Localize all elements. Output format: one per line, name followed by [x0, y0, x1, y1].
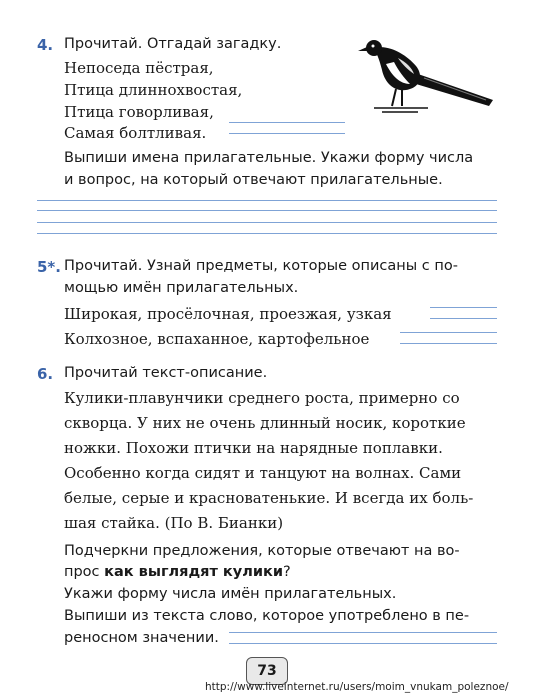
answer-line	[37, 210, 497, 211]
task-6-question-2: Укажи форму числа имён прилагательных.	[64, 586, 397, 602]
text-line-4: Особенно когда сидят и танцуют на волнах. Сами	[64, 464, 462, 482]
answer-line	[37, 222, 497, 223]
answer-line	[229, 643, 497, 644]
text-line-2: скворца. У них не очень длинный носик, короткие	[64, 414, 466, 432]
answer-line	[229, 133, 345, 134]
task-5-heading-1: Прочитай. Узнай предметы, которые описаны с по-	[64, 258, 458, 274]
text-line-1: Кулики-плавунчики среднего роста, примерно со	[64, 389, 460, 407]
emphasis-text: как выглядят кулики	[104, 564, 283, 580]
task-6-question-3b: реносном значении.	[64, 630, 219, 646]
task-6-question-3a: Выпиши из текста слово, которое употреблено в пе-	[64, 608, 470, 624]
task-4-heading: Прочитай. Отгадай загадку.	[64, 36, 282, 52]
answer-line	[430, 318, 497, 319]
answer-line	[229, 632, 497, 633]
watermark-url: http://www.liveinternet.ru/users/moim_vnukam_poleznoe/	[205, 681, 509, 693]
answer-line	[430, 307, 497, 308]
riddle-line-4: Самая болтливая.	[64, 124, 207, 142]
task-6-heading: Прочитай текст-описание.	[64, 365, 268, 381]
answer-line	[229, 122, 345, 123]
page-number: 73	[246, 657, 288, 685]
task-5-number: 5*.	[37, 258, 61, 276]
task-5-heading-2: мощью имён прилагательных.	[64, 280, 299, 296]
task-5-row-2: Колхозное, вспаханное, картофельное	[64, 330, 370, 348]
task-6-question-1a: Подчеркни предложения, которые отвечают на во-	[64, 543, 460, 559]
task-6-question-1b: прос как выглядят кулики?	[64, 564, 291, 580]
task-6-number: 6.	[37, 365, 54, 383]
task-4-instruction-2: и вопрос, на который отвечают прилагательные.	[64, 172, 443, 188]
riddle-line-1: Непоседа пёстрая,	[64, 59, 214, 77]
answer-line	[37, 200, 497, 201]
magpie-illustration	[358, 34, 498, 116]
task-4-number: 4.	[37, 36, 54, 54]
riddle-line-3: Птица говорливая,	[64, 103, 214, 121]
text-line-3: ножки. Похожи птички на нарядные поплавки.	[64, 439, 443, 457]
answer-line	[400, 343, 497, 344]
riddle-line-2: Птица длиннохвостая,	[64, 81, 243, 99]
answer-line	[37, 233, 497, 234]
task-4-instruction-1: Выпиши имена прилагательные. Укажи форму числа	[64, 150, 474, 166]
text-line-6: шая стайка. (По В. Бианки)	[64, 514, 284, 532]
text-line-5: белые, серые и красноватенькие. И всегда их боль-	[64, 489, 474, 507]
task-5-row-1: Широкая, просёлочная, проезжая, узкая	[64, 305, 392, 323]
answer-line	[400, 332, 497, 333]
